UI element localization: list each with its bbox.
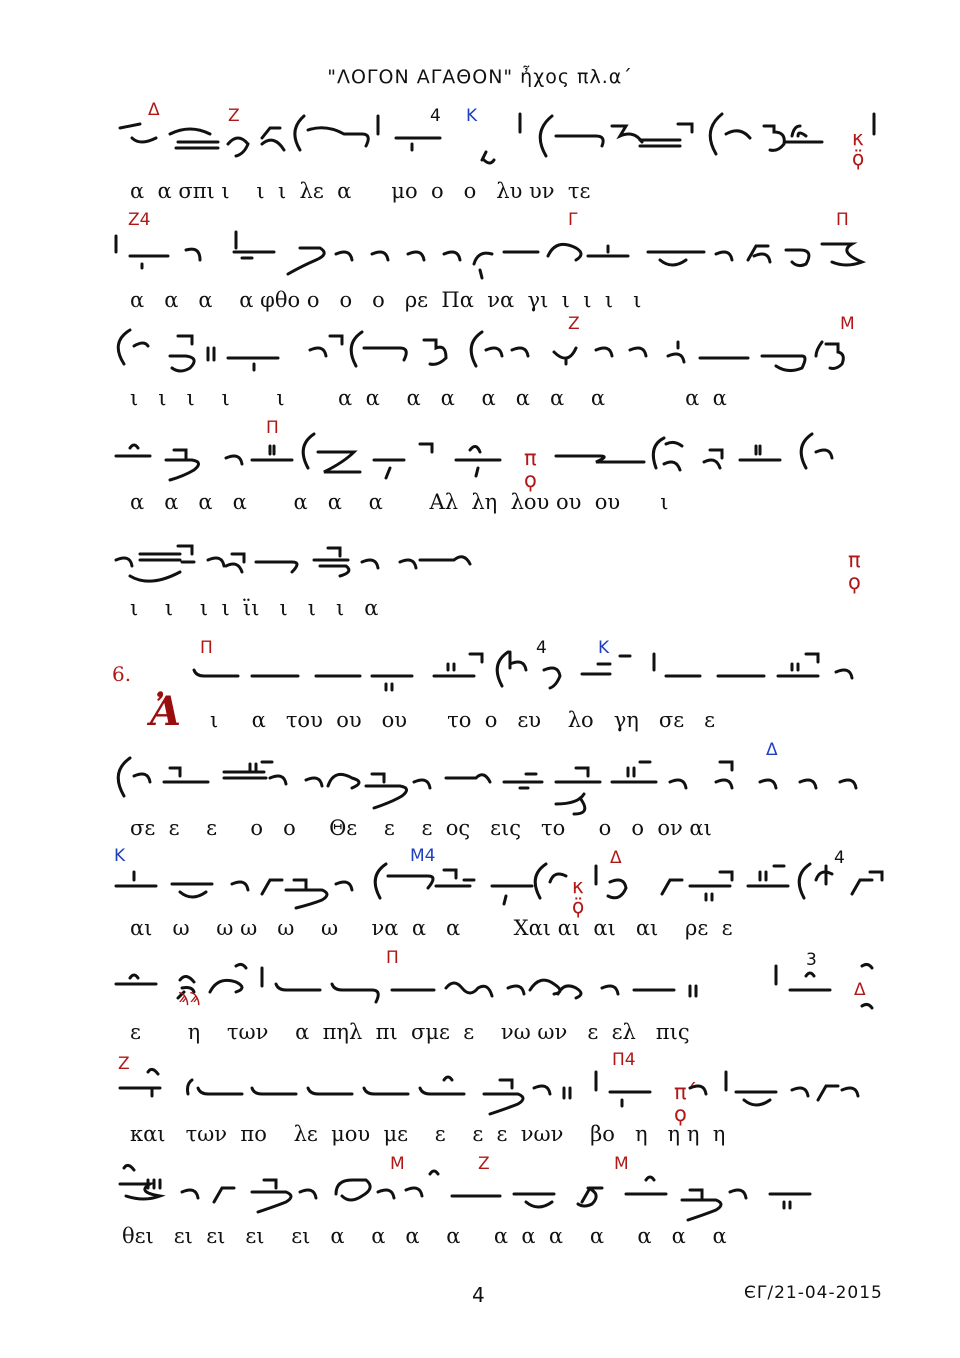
staff-line-10 <box>0 1048 960 1158</box>
lyrics-line-1: α α σπι ι ι ι λε α μο ο ο λυ υν τε <box>130 179 591 203</box>
lyrics-line-10: και των πο λε μου με ε ε ε νων βο η η η η <box>130 1122 726 1146</box>
staff-line-3 <box>0 312 960 412</box>
staff-line-8 <box>0 842 960 952</box>
martyria-mark: Μ <box>840 314 855 334</box>
martyria-mark: Μ <box>390 1154 405 1174</box>
page-number: 4 <box>472 1283 485 1307</box>
staff-line-5 <box>0 520 960 630</box>
martyria-mark: Π <box>836 210 849 230</box>
martyria-letter: π <box>848 548 861 572</box>
martyria-sign: ϙ <box>524 468 537 492</box>
martyria-mark: Π <box>386 948 399 968</box>
staff-line-11 <box>0 1150 960 1260</box>
lyrics-line-5: ι ι ι ι ϊι ι ι ι α <box>130 596 379 620</box>
martyria-letter: κ <box>572 874 584 898</box>
martyria-sign: ϙ <box>848 570 861 594</box>
martyria-mark: Ζ <box>118 1054 130 1074</box>
martyria-mark: Μ4 <box>410 846 436 866</box>
time-mark: 4 <box>536 638 547 658</box>
martyria-mark: Κ <box>598 638 610 658</box>
martyria-mark: Π4 <box>612 1050 636 1070</box>
lyrics-line-4: α α α α α α α Αλ λη λου ου ου ι <box>130 490 669 514</box>
lyrics-line-7: σε ε ε ο ο Θε ε ε ος εις το ο ο ον αι <box>130 816 712 840</box>
footer-date: ЄΓ/21-04-2015 <box>744 1283 883 1303</box>
fthora-mark: Δ <box>854 980 866 1000</box>
martyria-mark: Ζ4 <box>128 210 151 230</box>
martyria-sign: ϙ <box>674 1102 687 1126</box>
section-number: 6. <box>112 662 132 686</box>
neume-row-1 <box>0 96 960 186</box>
drop-cap-initial: Ἀ <box>150 688 182 735</box>
lyrics-line-9: ε η των α πηλ πι σμε ε νω ων ε ελ πις <box>130 1020 690 1044</box>
martyria-mark: Ζ <box>228 106 240 126</box>
lyrics-line-6: ι α του ου ου το ο ευ λο γη σε ε <box>210 708 715 732</box>
time-mark: 3 <box>806 950 817 970</box>
martyria-sign: ϙ̈ <box>852 146 865 170</box>
lyrics-line-8: αι ω ω ω ω ω να α α Χαι αι αι αι ρε ε <box>130 916 733 940</box>
martyria-letter: π <box>524 446 537 470</box>
lyrics-line-3: ι ι ι ι ι α α α α α α α α α α <box>130 386 727 410</box>
martyria-mark: Ζ <box>478 1154 490 1174</box>
staff-line-6 <box>0 630 960 740</box>
martyria-mark: Μ <box>614 1154 629 1174</box>
staff-line-1 <box>0 96 960 216</box>
page-header-title: "ΛΟΓΟΝ ΑΓΑΘΟΝ" ἦχος πλ.α΄ <box>327 66 633 88</box>
time-mark: 4 <box>834 848 845 868</box>
martyria-sign: ϡϡ <box>178 986 201 1007</box>
staff-line-4 <box>0 416 960 520</box>
staff-line-2 <box>0 208 960 312</box>
lyrics-line-11: θει ει ει ει ει α α α α α α α α α α α <box>122 1224 727 1248</box>
martyria-letter: κ <box>852 126 864 150</box>
staff-line-9 <box>0 946 960 1056</box>
martyria-mark: Ζ <box>568 314 580 334</box>
martyria-mark: Γ <box>568 210 578 230</box>
fthora-mark: Δ <box>148 100 160 120</box>
martyria-sign: ϙ̈ <box>572 894 585 918</box>
martyria-mark: Π <box>266 418 279 438</box>
martyria-mark: Κ <box>114 846 126 866</box>
martyria-letter: π´ <box>674 1080 698 1104</box>
neume-row-2 <box>0 208 960 298</box>
time-mark: 4 <box>430 106 441 126</box>
lyrics-line-2: α α α α φθο ο ο ο ρε Πα να γι ι ι ι ι <box>130 288 642 312</box>
neume-row-7 <box>0 738 960 828</box>
martyria-mark: Π <box>200 638 213 658</box>
fthora-mark: Δ <box>610 848 622 868</box>
martyria-mark: Δ <box>766 740 778 760</box>
martyria-mark: Κ <box>466 106 478 126</box>
neume-row-6 <box>0 630 960 720</box>
staff-line-7 <box>0 738 960 848</box>
